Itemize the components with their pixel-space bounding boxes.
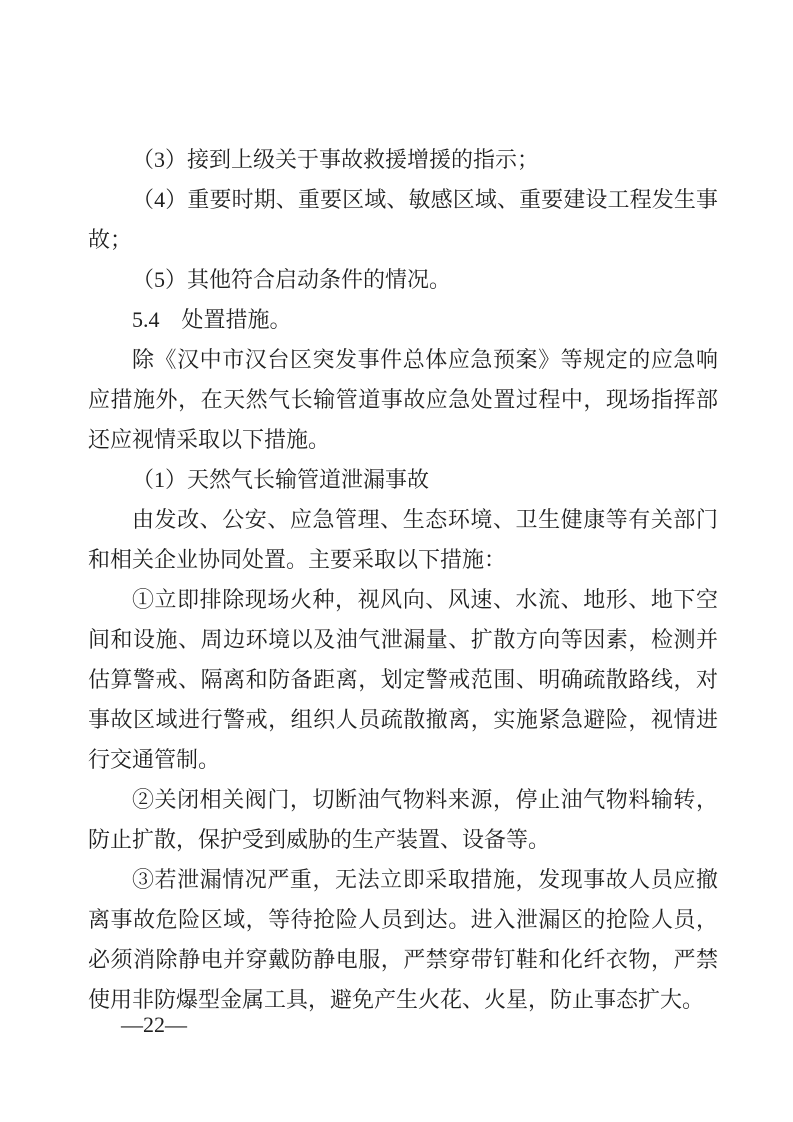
paragraph: ②关闭相关阀门，切断油气物料来源，停止油气物料输转，防止扩散，保护受到威胁的生产装置、设备等。 (88, 787, 718, 852)
section-heading: 5.4 处置措施。 (132, 307, 292, 332)
paragraph: 除《汉中市汉台区突发事件总体应急预案》等规定的应急响应措施外，在天然气长输管道事故应急处置过程中，现场指挥部还应视情采取以下措施。 (88, 347, 718, 452)
document-body (88, 140, 718, 1020)
paragraph: ③若泄漏情况严重，无法立即采取措施，发现事故人员应撤离事故危险区域，等待抢险人员到达。进入泄漏区的抢险人员，必须消除静电并穿戴防静电服，严禁穿带钉鞋和化纤衣物，严禁使用非防爆型金属工具，避免产生火花、火星，防止事态扩大。 (88, 867, 718, 1012)
paragraph: （5）其他符合启动条件的情况。 (132, 267, 452, 292)
paragraph: （4）重要时期、重要区域、敏感区域、重要建设工程发生事故； (88, 187, 718, 252)
subsection-heading: （1）天然气长输管道泄漏事故 (132, 467, 430, 492)
page-number: —22— (121, 1012, 187, 1037)
paragraph: 由发改、公安、应急管理、生态环境、卫生健康等有关部门和相关企业协同处置。主要采取以下措施： (88, 507, 718, 572)
paragraph: ①立即排除现场火种，视风向、风速、水流、地形、地下空间和设施、周边环境以及油气泄漏量、扩散方向等因素，检测并估算警戒、隔离和防备距离，划定警戒范围、明确疏散路线，对事故区域进行警戒，组织人员疏散撤离，实施紧急避险，视情进行交通管制。 (88, 587, 718, 772)
paragraph: （3）接到上级关于事故救援增援的指示； (132, 147, 540, 172)
